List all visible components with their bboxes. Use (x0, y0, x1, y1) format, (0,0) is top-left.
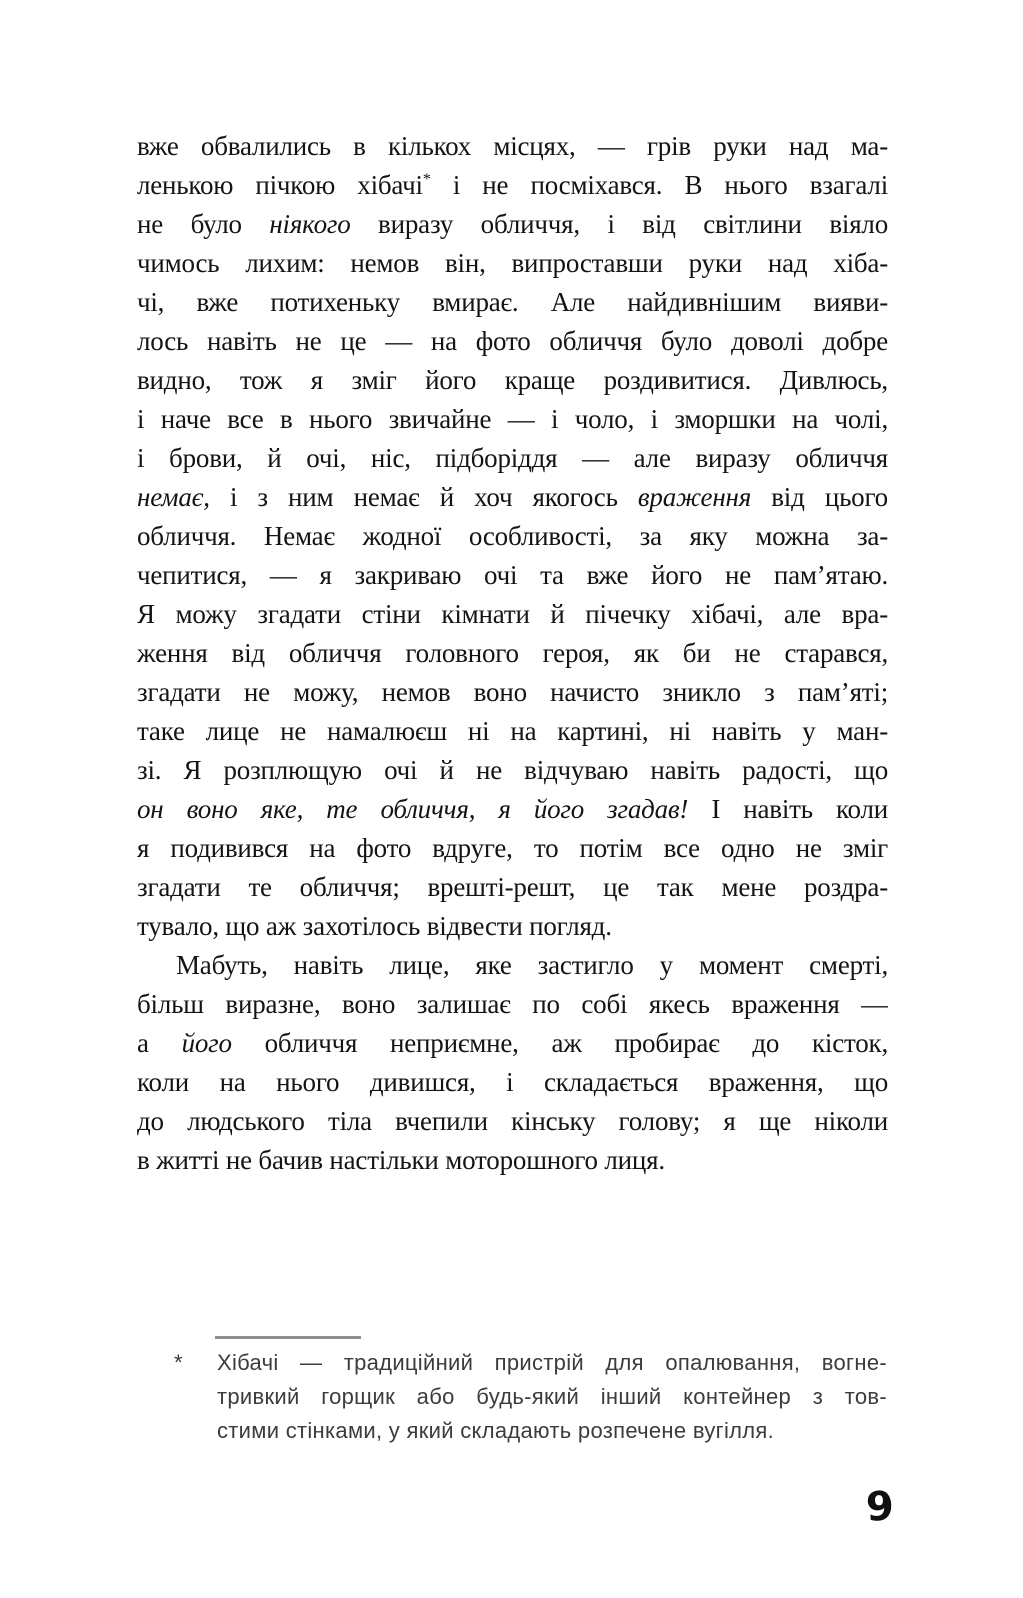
text-line: а його обличчя неприємне, аж пробирає до кісток, (137, 1028, 888, 1058)
text-line: зі. Я розплющую очі й не відчуваю навіть радості, що (137, 755, 888, 785)
text-line: видно, тож я зміг його краще роздивитися. Дивлюсь, (137, 365, 888, 395)
text-line: тривкий горщик або будь-який інший контейнер з тов- (217, 1384, 887, 1409)
text-line: Я можу згадати стіни кімнати й пічечку хібачі, але вра- (137, 599, 888, 629)
text-line: немає, і з ним немає й хоч якогось враження від цього (137, 482, 888, 512)
text-line: коли на нього дивишся, і складається враження, що (137, 1067, 888, 1097)
text-line: чимось лихим: немов він, випроставши руки над хіба- (137, 248, 888, 278)
text-line: чепитися, — я закриваю очі та вже його не пам’ятаю. (137, 560, 888, 590)
text-line: більш виразне, воно залишає по собі якесь враження — (137, 989, 888, 1019)
text-line: до людського тіла вчепили кінську голову; я ще ніколи (137, 1106, 888, 1136)
text-line: в житті не бачив настільки моторошного лиця. (137, 1145, 665, 1175)
text-line: вже обвалились в кількох місцях, — грів руки над ма- (137, 131, 888, 161)
text-line: ження від обличчя головного героя, як би не старався, (137, 638, 888, 668)
footnote-divider (215, 1336, 361, 1339)
footnote-text (217, 1346, 887, 1448)
text-line: стими стінками, у який складають розпечене вугілля. (217, 1418, 775, 1443)
text-line: Мабуть, навіть лице, яке застигло у момент смерті, (176, 950, 888, 980)
text-line: тувало, що аж захотілось відвести погляд. (137, 911, 612, 941)
text-line: і брови, й очі, ніс, підборіддя — але виразу обличчя (137, 443, 888, 473)
text-line: не було ніякого виразу обличчя, і від світлини віяло (137, 209, 888, 239)
text-line: обличчя. Немає жодної особливості, за яку можна за- (137, 521, 888, 551)
text-line: і наче все в нього звичайне — і чоло, і зморшки на чолі, (137, 404, 888, 434)
page-number: 9 (864, 1483, 896, 1531)
footnote-reference: * (422, 170, 431, 188)
text-line: он воно яке, те обличчя, я його згадав! І навіть коли (137, 794, 888, 824)
text-line: Хібачі — традиційний пристрій для опалювання, вогне- (217, 1350, 887, 1375)
text-line: згадати не можу, немов воно начисто зникло з пам’яті; (137, 677, 888, 707)
text-line: чі, вже потихеньку вмирає. Але найдивнішим вияви- (137, 287, 888, 317)
text-line: я подивився на фото вдруге, то потім все одно не зміг (137, 833, 888, 863)
text-line: згадати те обличчя; врешті-решт, це так мене роздра- (137, 872, 888, 902)
text-line: ленькою пічкою хібачі* і не посміхався. В нього взагалі (137, 170, 888, 200)
body-text (137, 127, 888, 1180)
footnote-marker: * (174, 1350, 183, 1375)
text-line: лось навіть не це — на фото обличчя було доволі добре (137, 326, 888, 356)
text-line: таке лице не намалюєш ні на картині, ні навіть у ман- (137, 716, 888, 746)
